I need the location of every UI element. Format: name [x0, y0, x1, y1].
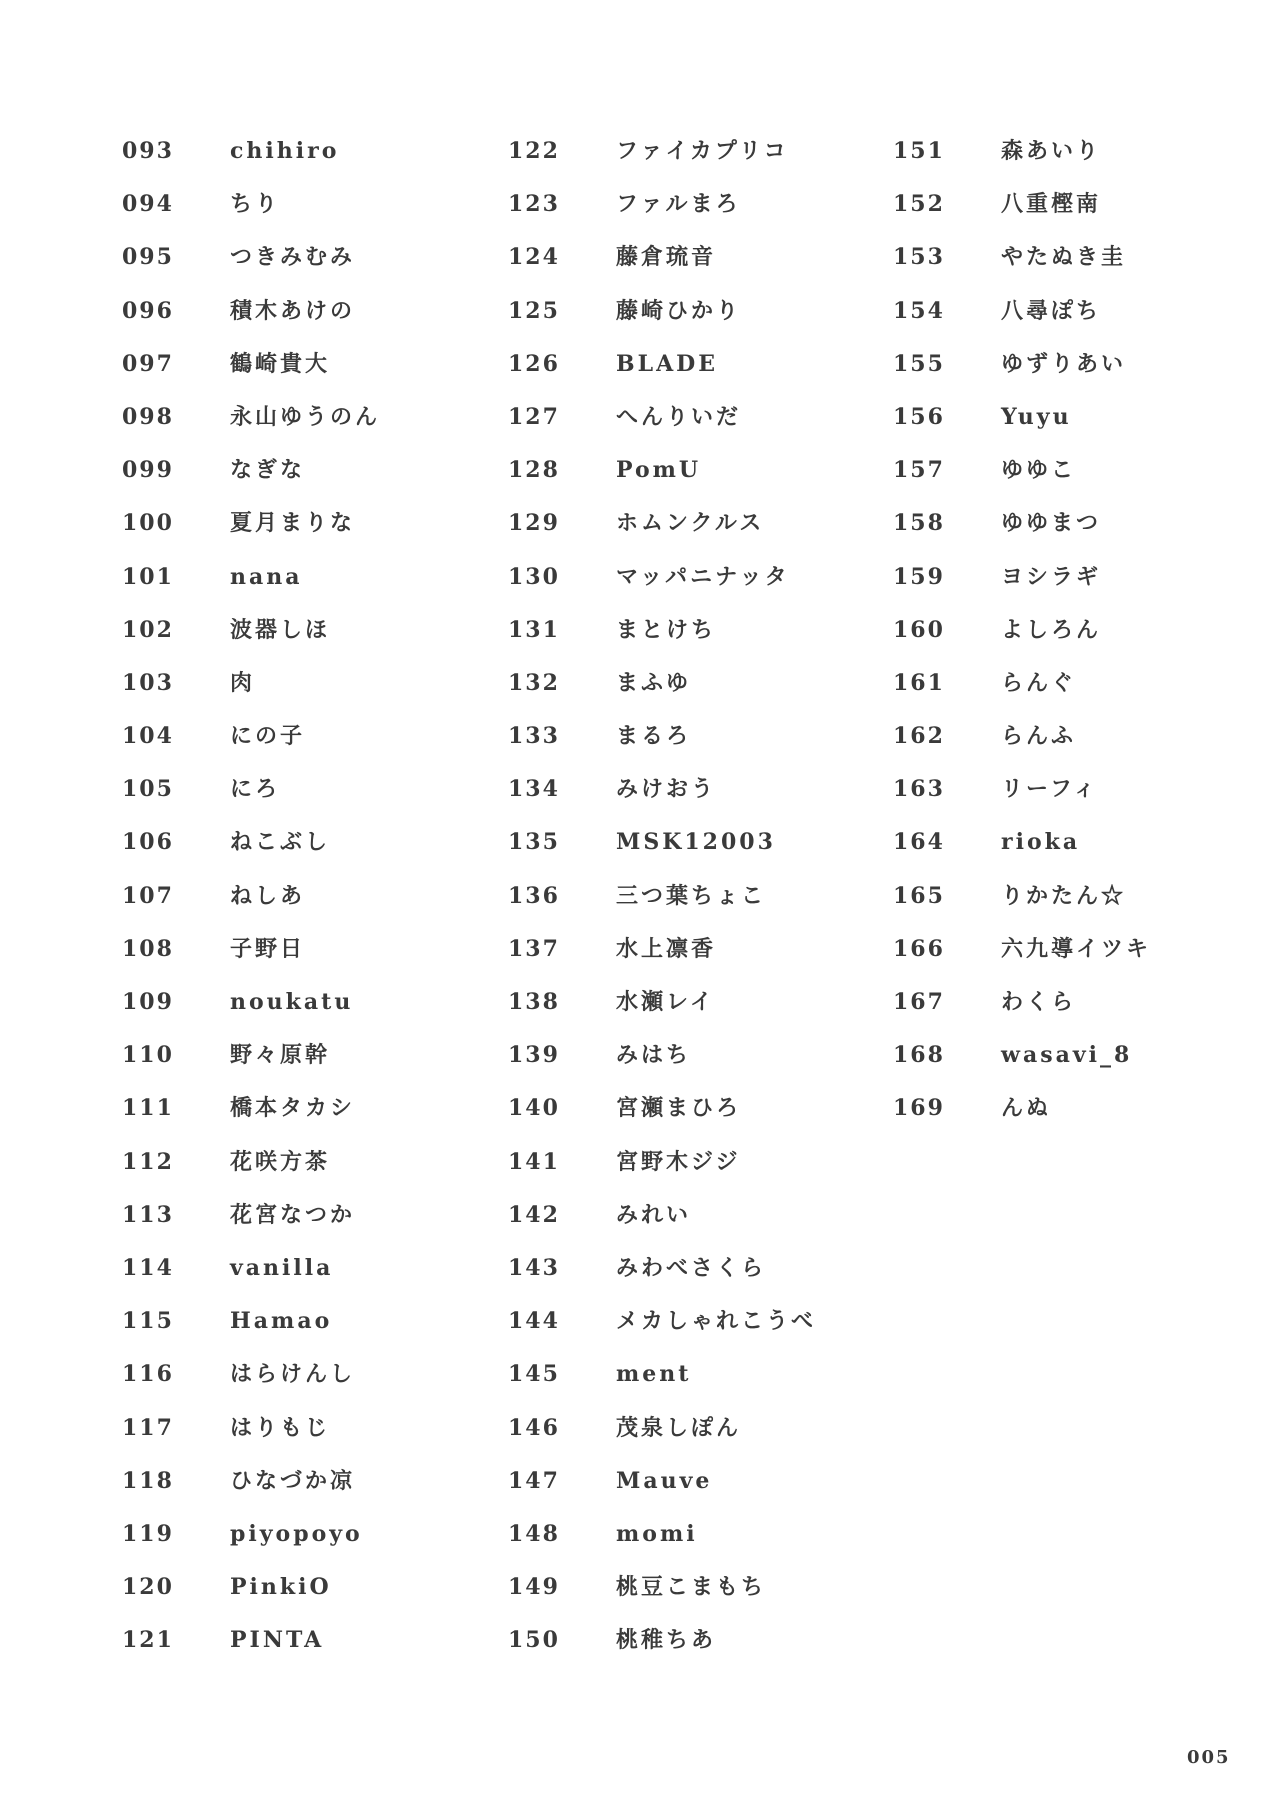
entry-number: 160: [893, 616, 945, 643]
contributor-name: ホムンクルス: [616, 510, 765, 537]
entry-number: 120: [122, 1574, 174, 1601]
entry-number: 103: [122, 669, 174, 696]
entry-number: 150: [508, 1627, 560, 1654]
entry-number: 139: [508, 1042, 560, 1069]
entry-number: 128: [508, 457, 560, 484]
entry-number: 151: [893, 138, 945, 164]
entry-number: 137: [508, 935, 560, 962]
contributor-name: Mauve: [616, 1467, 713, 1494]
entry-number: 114: [122, 1254, 174, 1281]
contributor-name: ファルまろ: [616, 191, 741, 218]
entry-number: 110: [122, 1042, 174, 1069]
contributor-name: 波器しほ: [230, 616, 331, 643]
entry-number: 112: [122, 1148, 174, 1175]
contributor-name: 藤倉琉音: [616, 244, 717, 271]
entry-number: 134: [508, 776, 560, 803]
entry-number: 169: [893, 1095, 945, 1122]
entry-number: 122: [508, 138, 560, 164]
contributor-name: 橋本タカシ: [230, 1095, 356, 1122]
contributor-name: らんふ: [1001, 723, 1077, 750]
contributor-name: まとけち: [616, 616, 717, 643]
contributor-name: ment: [616, 1361, 692, 1388]
contributor-name: へんりいだ: [616, 403, 742, 430]
entry-number: 115: [122, 1308, 174, 1335]
contributor-name: ファイカプリコ: [616, 138, 789, 164]
contributor-name: 鶴崎貴大: [230, 350, 331, 377]
entry-number: 138: [508, 989, 560, 1015]
contributor-name: Hamao: [230, 1308, 333, 1335]
contributor-name: ねこぶし: [230, 829, 331, 856]
contributor-name: 八重樫南: [1001, 191, 1102, 218]
entry-number: 153: [893, 244, 945, 271]
entry-number: 159: [893, 563, 945, 590]
contributor-name: まふゆ: [616, 669, 692, 696]
entry-number: 098: [122, 403, 174, 430]
entry-number: 131: [508, 616, 560, 643]
entry-number: 144: [508, 1308, 560, 1335]
contributor-name: 森あいり: [1001, 138, 1102, 164]
contributor-name: 野々原幹: [230, 1042, 331, 1069]
entry-number: 095: [122, 244, 174, 271]
entry-number: 108: [122, 935, 174, 962]
entry-number: 126: [508, 350, 560, 377]
entry-number: 142: [508, 1201, 560, 1228]
contributor-name: みはち: [616, 1042, 692, 1069]
entry-number: 107: [122, 882, 174, 909]
contributor-name: PomU: [616, 457, 702, 484]
entry-number: 157: [893, 457, 945, 484]
entry-number: 096: [122, 297, 174, 324]
entry-number: 162: [893, 723, 945, 750]
entry-number: 101: [122, 563, 174, 590]
contributor-name: 桃稚ちあ: [616, 1627, 717, 1654]
contributor-name: 水瀬レイ: [616, 989, 715, 1015]
contributor-name: はりもじ: [230, 1414, 331, 1441]
contributor-name: 花宮なつか: [230, 1201, 356, 1228]
contributor-name: リーフィ: [1001, 776, 1099, 803]
entry-number: 156: [893, 403, 945, 430]
contributor-name: Yuyu: [1001, 403, 1072, 430]
contributor-name: やたぬき圭: [1001, 244, 1127, 271]
contributor-name: 茂泉しぽん: [616, 1414, 742, 1441]
contributor-name: まるろ: [616, 723, 692, 750]
entry-number: 105: [122, 776, 174, 803]
entry-number: 119: [122, 1520, 174, 1547]
entry-number: 099: [122, 457, 174, 484]
entry-number: 163: [893, 776, 945, 803]
entry-number: 102: [122, 616, 174, 643]
entry-number: 113: [122, 1201, 174, 1228]
entry-number: 166: [893, 935, 945, 962]
contributor-name: ちり: [230, 191, 281, 218]
entry-number: 165: [893, 882, 945, 909]
contributor-name: 桃豆こまもち: [616, 1574, 767, 1601]
contributor-name: みけおう: [616, 776, 717, 803]
entry-number: 124: [508, 244, 560, 271]
contributor-name: 子野日: [230, 935, 306, 962]
contributor-name: ひなづか凉: [230, 1467, 356, 1494]
contributor-name: んぬ: [1001, 1095, 1052, 1122]
contributor-name: 宮瀬まひろ: [616, 1095, 742, 1122]
contributor-name: PINTA: [230, 1627, 325, 1654]
contributor-name: 宮野木ジジ: [616, 1148, 741, 1175]
contributor-name: 肉: [230, 669, 256, 696]
contributor-name: 三つ葉ちょこ: [616, 882, 767, 909]
contributor-name: ねしあ: [230, 882, 306, 909]
entry-number: 164: [893, 829, 945, 856]
contributor-name: momi: [616, 1520, 698, 1547]
page-number: 005: [1187, 1747, 1231, 1768]
contributor-name: 夏月まりな: [230, 510, 356, 537]
entry-number: 111: [122, 1095, 174, 1122]
contributor-name: よしろん: [1001, 616, 1102, 643]
contributor-name: vanilla: [230, 1254, 334, 1281]
contributor-name: 八尋ぽち: [1001, 297, 1102, 324]
entry-number: 161: [893, 669, 945, 696]
contributor-name: 積木あけの: [230, 297, 356, 324]
entry-number: 140: [508, 1095, 560, 1122]
entry-number: 130: [508, 563, 560, 590]
contributor-name: ヨシラギ: [1001, 563, 1102, 590]
contributor-name: piyopoyo: [230, 1520, 363, 1547]
entry-number: 148: [508, 1520, 560, 1547]
entry-number: 155: [893, 350, 945, 377]
contributor-name: ゆゆまつ: [1001, 510, 1102, 537]
entry-number: 094: [122, 191, 174, 218]
contributor-name: PinkiO: [230, 1574, 332, 1601]
contributor-name: ゆゆこ: [1001, 457, 1077, 484]
contributor-name: はらけんし: [230, 1361, 356, 1388]
contributor-name: マッパニナッタ: [616, 563, 790, 590]
entry-number: 093: [122, 138, 174, 164]
contributor-name: 藤崎ひかり: [616, 297, 742, 324]
entry-number: 145: [508, 1361, 560, 1388]
contributor-name: なぎな: [230, 457, 306, 484]
entry-number: 146: [508, 1414, 560, 1441]
contributor-name: ゆずりあい: [1001, 350, 1127, 377]
entry-number: 147: [508, 1467, 560, 1494]
entry-number: 109: [122, 989, 174, 1015]
entry-number: 125: [508, 297, 560, 324]
contributor-name: らんぐ: [1001, 669, 1077, 696]
entry-number: 106: [122, 829, 174, 856]
contributor-name: にの子: [230, 723, 306, 750]
contributor-name: MSK12003: [616, 829, 776, 856]
contributor-name: chihiro: [230, 138, 340, 164]
contributor-name: nana: [230, 563, 303, 590]
contributor-name: にろ: [230, 776, 281, 803]
entry-number: 149: [508, 1574, 560, 1601]
entry-number: 132: [508, 669, 560, 696]
entry-number: 141: [508, 1148, 560, 1175]
contributor-name: rioka: [1001, 829, 1081, 856]
contributor-name: りかたん☆: [1001, 882, 1127, 909]
entry-number: 167: [893, 989, 945, 1015]
contributor-name: 永山ゆうのん: [230, 403, 381, 430]
entry-number: 152: [893, 191, 945, 218]
entry-number: 127: [508, 403, 560, 430]
entry-number: 136: [508, 882, 560, 909]
entry-number: 100: [122, 510, 174, 537]
entry-number: 168: [893, 1042, 945, 1069]
entry-number: 116: [122, 1361, 174, 1388]
contributor-name: みれい: [616, 1201, 692, 1228]
entry-number: 129: [508, 510, 560, 537]
contributor-name: メカしゃれこうべ: [616, 1308, 817, 1335]
entry-number: 097: [122, 350, 174, 377]
contributor-name: 水上凛香: [616, 935, 717, 962]
entry-number: 104: [122, 723, 174, 750]
entry-number: 133: [508, 723, 560, 750]
contributor-name: wasavi_8: [1001, 1042, 1133, 1069]
entry-number: 121: [122, 1627, 174, 1654]
contributor-name: 花咲方茶: [230, 1148, 331, 1175]
entry-number: 117: [122, 1414, 174, 1441]
contributor-name: 六九導イツキ: [1001, 935, 1152, 962]
entry-number: 123: [508, 191, 560, 218]
entry-number: 143: [508, 1254, 560, 1281]
contributor-name: みわべさくら: [616, 1254, 767, 1281]
entry-number: 154: [893, 297, 945, 324]
entry-number: 135: [508, 829, 560, 856]
contributor-name: わくら: [1001, 989, 1077, 1015]
contributor-name: つきみむみ: [230, 244, 356, 271]
contributor-name: noukatu: [230, 989, 354, 1015]
contributor-name: BLADE: [616, 350, 718, 377]
entry-number: 158: [893, 510, 945, 537]
entry-number: 118: [122, 1467, 174, 1494]
